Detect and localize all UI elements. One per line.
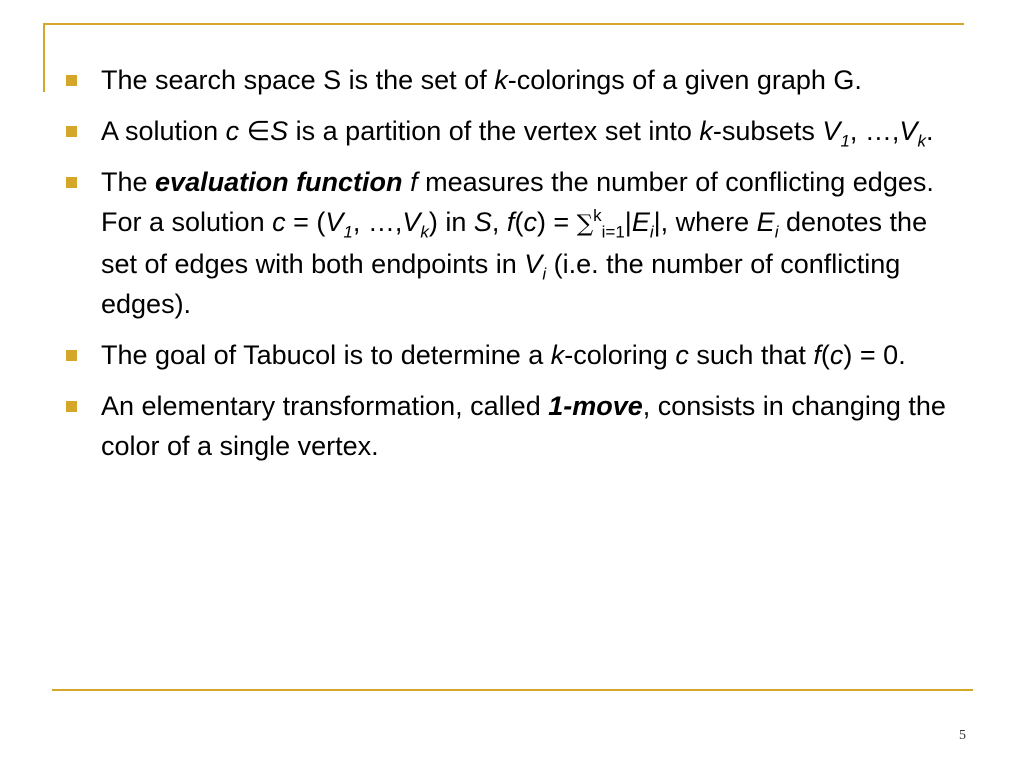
bullet-item (66, 386, 946, 466)
bullet-item (66, 111, 946, 151)
bullet-text: The search space S is the set of k-colorings of a given graph G. (101, 65, 862, 95)
square-bullet-icon (66, 350, 77, 361)
bullet-item (66, 60, 946, 100)
bullet-text: A solution c ∈S is a partition of the vertex set into k-subsets $V_1$, $\dots,V_k$. (101, 116, 934, 151)
page-number: 5 (959, 728, 966, 743)
bullet-text: The evaluation function f measures the number of conflicting edges. For a solution $c = (V_1$, $\dots,V_k$) in S, $f(c) = \sum^k_{i=1}|E_i|$, where $E_i$ denotes the set of edges with both endpoints in $V_i$ (i.e. the number of conflicting edges). (101, 167, 934, 319)
square-bullet-icon (66, 75, 77, 86)
square-bullet-icon (66, 401, 77, 412)
left-rule (43, 23, 45, 92)
bullet-text: The goal of Tabucol is to determine a k-coloring c such that f(c) = 0. (101, 340, 906, 370)
bullet-item (66, 162, 946, 324)
bullet-item (66, 335, 946, 375)
bullet-text: An elementary transformation, called 1-move, consists in changing the color of a single vertex. (101, 391, 946, 461)
slide-content (66, 60, 946, 477)
bottom-rule (52, 689, 973, 691)
square-bullet-icon (66, 177, 77, 188)
square-bullet-icon (66, 126, 77, 137)
top-rule (43, 23, 964, 25)
